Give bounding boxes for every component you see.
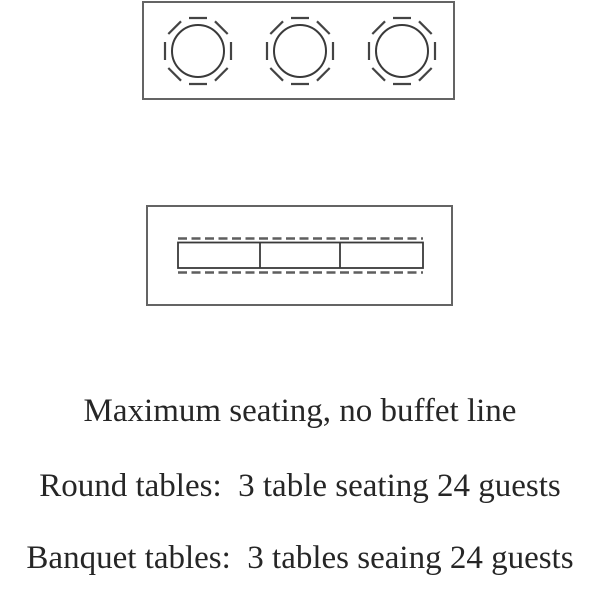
round-table-3 <box>369 18 435 84</box>
caption-round-tables: Round tables: 3 table seating 24 guests <box>39 468 561 504</box>
round-table-top <box>376 25 428 77</box>
round-table-1 <box>165 18 231 84</box>
round-table-top <box>172 25 224 77</box>
caption-maximum-seating: Maximum seating, no buffet line <box>83 393 517 429</box>
banquet-table-block <box>178 243 423 269</box>
caption-banquet-tables: Banquet tables: 3 tables seaing 24 guests <box>26 540 574 576</box>
round-table-2 <box>267 18 333 84</box>
round-table-top <box>274 25 326 77</box>
